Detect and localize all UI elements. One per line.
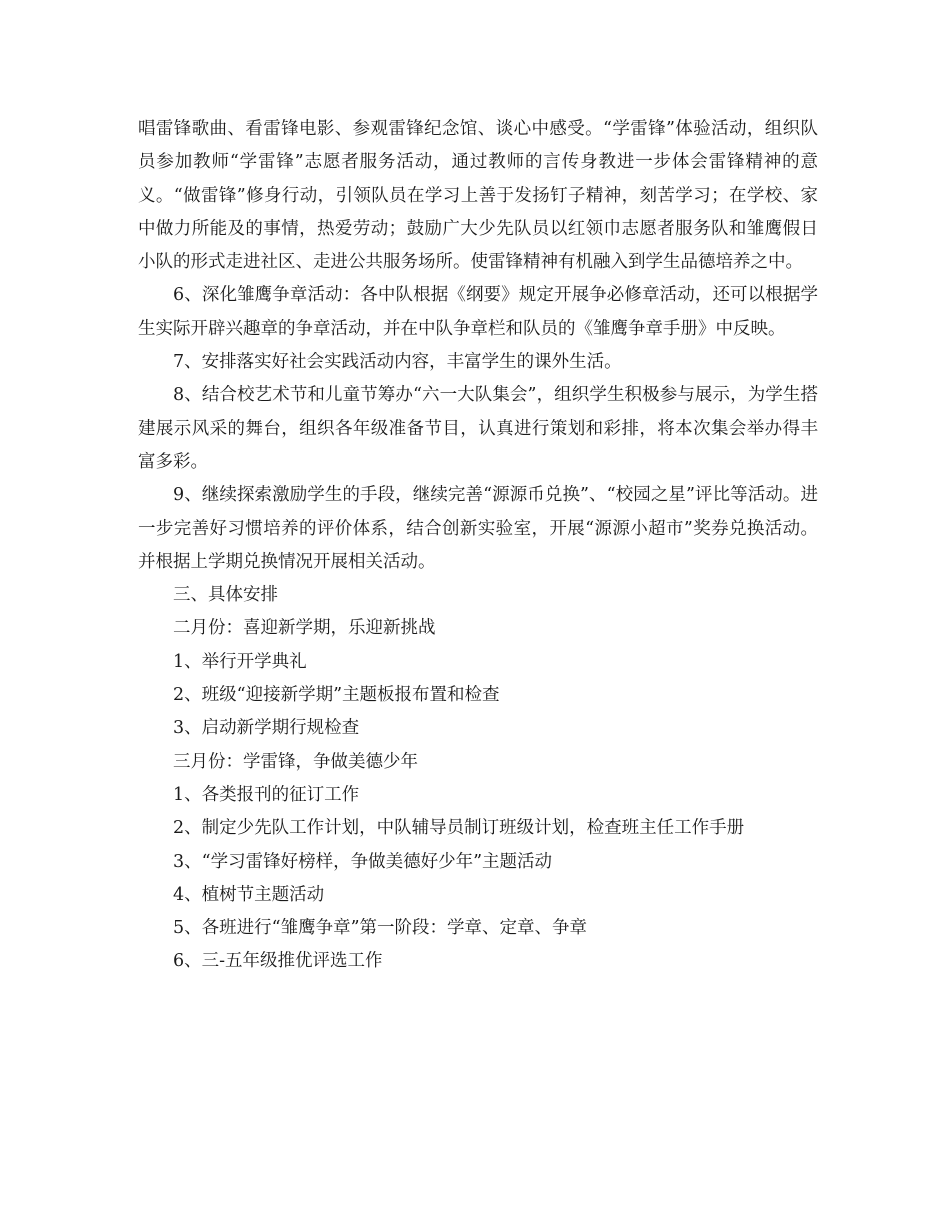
february-item: 1、举行开学典礼 bbox=[173, 651, 307, 672]
february-title: 二月份：喜迎新学期，乐迎新挑战 bbox=[173, 618, 436, 639]
march-item: 2、制定少先队工作计划，中队辅导员制订班级计划，检查班主任工作手册 bbox=[173, 818, 745, 839]
paragraph-item-7: 7、安排落实好社会实践活动内容，丰富学生的课外生活。 bbox=[173, 352, 622, 373]
february-item: 2、班级“迎接新学期”主题板报布置和检查 bbox=[173, 685, 500, 706]
paragraph-item-6: 6、深化雏鹰争章活动：各中队根据《纲要》规定开展争必修章活动，还可以根据学生实际开辟兴趣章的争章活动，并在中队争章栏和队员的《雏鹰争章手册》中反映。 bbox=[138, 285, 818, 339]
march-title: 三月份：学雷锋，争做美德少年 bbox=[173, 751, 418, 772]
march-item: 1、各类报刊的征订工作 bbox=[173, 784, 360, 805]
paragraph-item-8: 8、结合校艺术节和儿童节筹办“六一大队集会”，组织学生积极参与展示，为学生搭建展示风采的舞台，组织各年级准备节目，认真进行策划和彩排，将本次集会举办得丰富多彩。 bbox=[138, 385, 818, 472]
march-item: 3、“学习雷锋好榜样，争做美德好少年”主题活动 bbox=[173, 851, 553, 872]
section-heading: 三、具体安排 bbox=[173, 585, 278, 606]
paragraph-item-9: 9、继续探索激励学生的手段，继续完善“源源币兑换”、“校园之星”评比等活动。进一步完善好习惯培养的评价体系，结合创新实验室，开展“源源小超市”奖券兑换活动。并根据上学期兑换情况开展相关活动。 bbox=[138, 485, 818, 572]
march-item: 5、各班进行“雏鹰争章”第一阶段：学章、定章、争章 bbox=[173, 918, 588, 939]
march-item: 4、植树节主题活动 bbox=[173, 884, 325, 905]
march-item: 6、三-五年级推优评选工作 bbox=[173, 951, 383, 972]
document-body bbox=[138, 113, 818, 979]
february-item: 3、启动新学期行规检查 bbox=[173, 718, 360, 739]
paragraph-lei-feng-activities: 唱雷锋歌曲、看雷锋电影、参观雷锋纪念馆、谈心中感受。“学雷锋”体验活动，组织队员参加教师“学雷锋”志愿者服务活动，通过教师的言传身教进一步体会雷锋精神的意义。“做雷锋”修身行动，引领队员在学习上善于发扬钉子精神，刻苦学习；在学校、家中做力所能及的事情，热爱劳动；鼓励广大少先队员以红领巾志愿者服务队和雏鹰假日小队的形式走进社区、走进公共服务场所。使雷锋精神有机融入到学生品德培养之中。 bbox=[138, 119, 818, 273]
